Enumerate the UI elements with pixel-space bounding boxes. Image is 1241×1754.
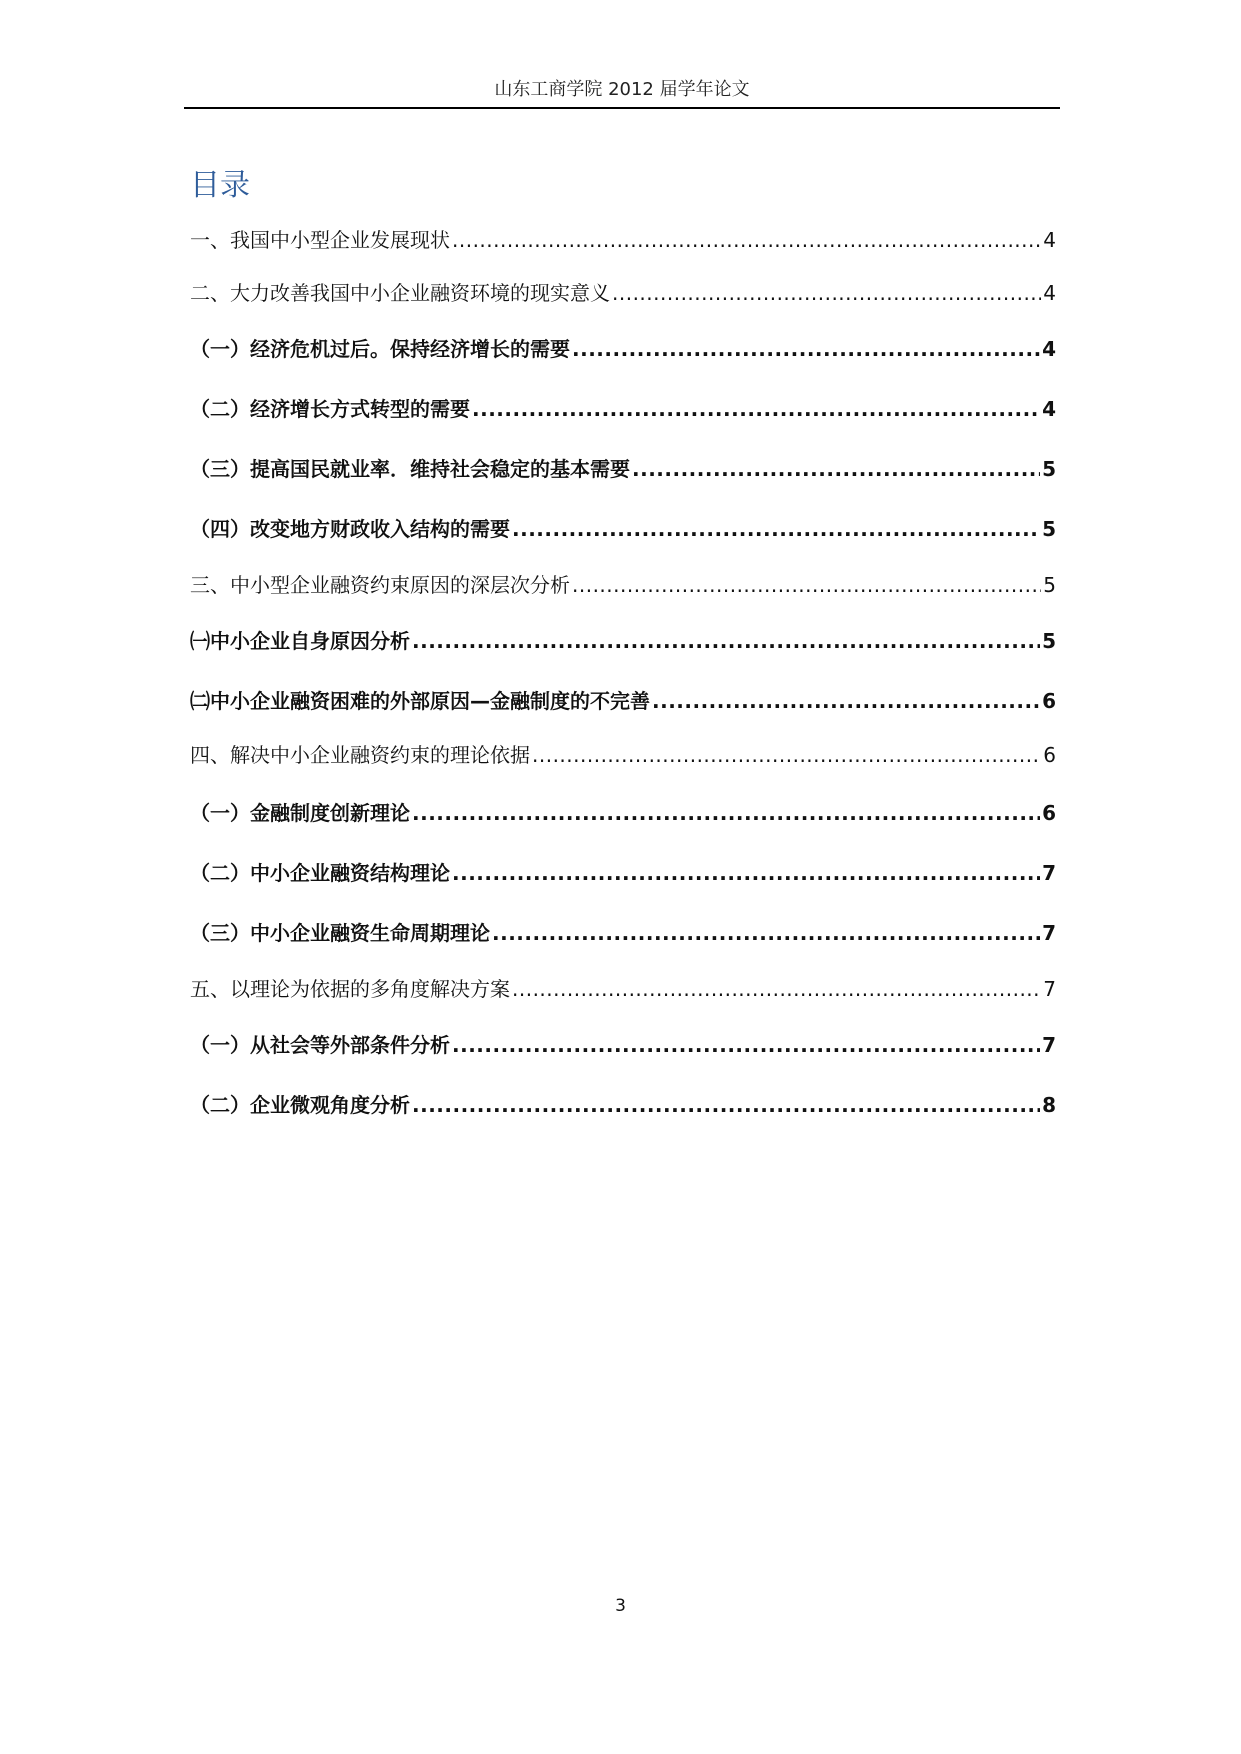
toc-leader-dots — [412, 629, 1040, 653]
toc-leader-dots — [652, 689, 1040, 713]
toc-entry[interactable] — [190, 333, 1056, 362]
toc-entry-page: 7 — [1042, 861, 1056, 885]
toc-entry[interactable] — [190, 453, 1056, 482]
toc-entry-page: 7 — [1042, 1033, 1056, 1057]
toc-entry-label: ㈠中小企业自身原因分析 — [190, 629, 410, 653]
toc-title: 目录 — [190, 168, 250, 203]
toc-entry-label: ㈡中小企业融资困难的外部原因—金融制度的不完善 — [190, 689, 650, 713]
toc-entry-page: 5 — [1042, 629, 1056, 653]
toc-entry[interactable] — [190, 513, 1056, 542]
toc-entry-label: （一）经济危机过后。保持经济增长的需要 — [190, 337, 570, 361]
toc-entry-page: 4 — [1042, 337, 1056, 361]
toc-entry-page: 7 — [1042, 921, 1056, 945]
toc-entry-label: （四）改变地方财政收入结构的需要 — [190, 517, 510, 541]
toc-leader-dots — [632, 457, 1040, 481]
toc-leader-dots — [452, 228, 1041, 252]
toc-entry-page: 6 — [1043, 743, 1056, 767]
toc-entry-label: （三）提高国民就业率．维持社会稳定的基本需要 — [190, 457, 630, 481]
toc-entry-label: 一、我国中小型企业发展现状 — [190, 228, 450, 252]
toc-entry-label: （三）中小企业融资生命周期理论 — [190, 921, 490, 945]
toc-leader-dots — [472, 397, 1040, 421]
toc-entry[interactable] — [190, 625, 1056, 654]
toc-entry-label: （二）中小企业融资结构理论 — [190, 861, 450, 885]
toc-entry[interactable] — [190, 739, 1056, 768]
page-header: 山东工商学院 2012 届学年论文 — [494, 79, 750, 100]
toc-entry-page: 6 — [1042, 689, 1056, 713]
toc-leader-dots — [532, 743, 1041, 767]
toc-entry-label: 三、中小型企业融资约束原因的深层次分析 — [190, 573, 570, 597]
toc-entry-label: （二）企业微观角度分析 — [190, 1093, 410, 1117]
toc-entry[interactable] — [190, 973, 1056, 1002]
toc-entry-page: 5 — [1042, 457, 1056, 481]
toc-leader-dots — [512, 517, 1040, 541]
toc-entry-page: 4 — [1043, 281, 1056, 305]
toc-leader-dots — [612, 281, 1041, 305]
toc-entry[interactable] — [190, 569, 1056, 598]
toc-entry-label: （一）金融制度创新理论 — [190, 801, 410, 825]
toc-entry[interactable] — [190, 1029, 1056, 1058]
toc-entry[interactable] — [190, 1089, 1056, 1118]
toc-entry-page: 8 — [1042, 1093, 1056, 1117]
header-rule — [184, 107, 1060, 109]
toc-entry[interactable] — [190, 797, 1056, 826]
toc-leader-dots — [452, 1033, 1040, 1057]
toc-leader-dots — [512, 977, 1041, 1001]
toc-entry[interactable] — [190, 224, 1056, 253]
toc-entry-page: 6 — [1042, 801, 1056, 825]
toc-entry[interactable] — [190, 857, 1056, 886]
toc-entry-page: 4 — [1043, 228, 1056, 252]
toc-entry-label: 四、解决中小企业融资约束的理论依据 — [190, 743, 530, 767]
toc-leader-dots — [572, 573, 1041, 597]
toc-entry-page: 7 — [1043, 977, 1056, 1001]
toc-entry[interactable] — [190, 917, 1056, 946]
page-number: 3 — [615, 1596, 626, 1616]
toc-entry-label: （一）从社会等外部条件分析 — [190, 1033, 450, 1057]
toc-leader-dots — [492, 921, 1040, 945]
toc-entry-label: 五、以理论为依据的多角度解决方案 — [190, 977, 510, 1001]
toc-entry-page: 4 — [1042, 397, 1056, 421]
toc-leader-dots — [452, 861, 1040, 885]
toc-entry[interactable] — [190, 277, 1056, 306]
toc-entry-label: （二）经济增长方式转型的需要 — [190, 397, 470, 421]
toc-entry-label: 二、大力改善我国中小企业融资环境的现实意义 — [190, 281, 610, 305]
toc-entry-page: 5 — [1043, 573, 1056, 597]
toc-entry-page: 5 — [1042, 517, 1056, 541]
toc-entry[interactable] — [190, 393, 1056, 422]
toc-leader-dots — [412, 1093, 1040, 1117]
toc-entry[interactable] — [190, 685, 1056, 714]
toc-leader-dots — [572, 337, 1040, 361]
toc-leader-dots — [412, 801, 1040, 825]
